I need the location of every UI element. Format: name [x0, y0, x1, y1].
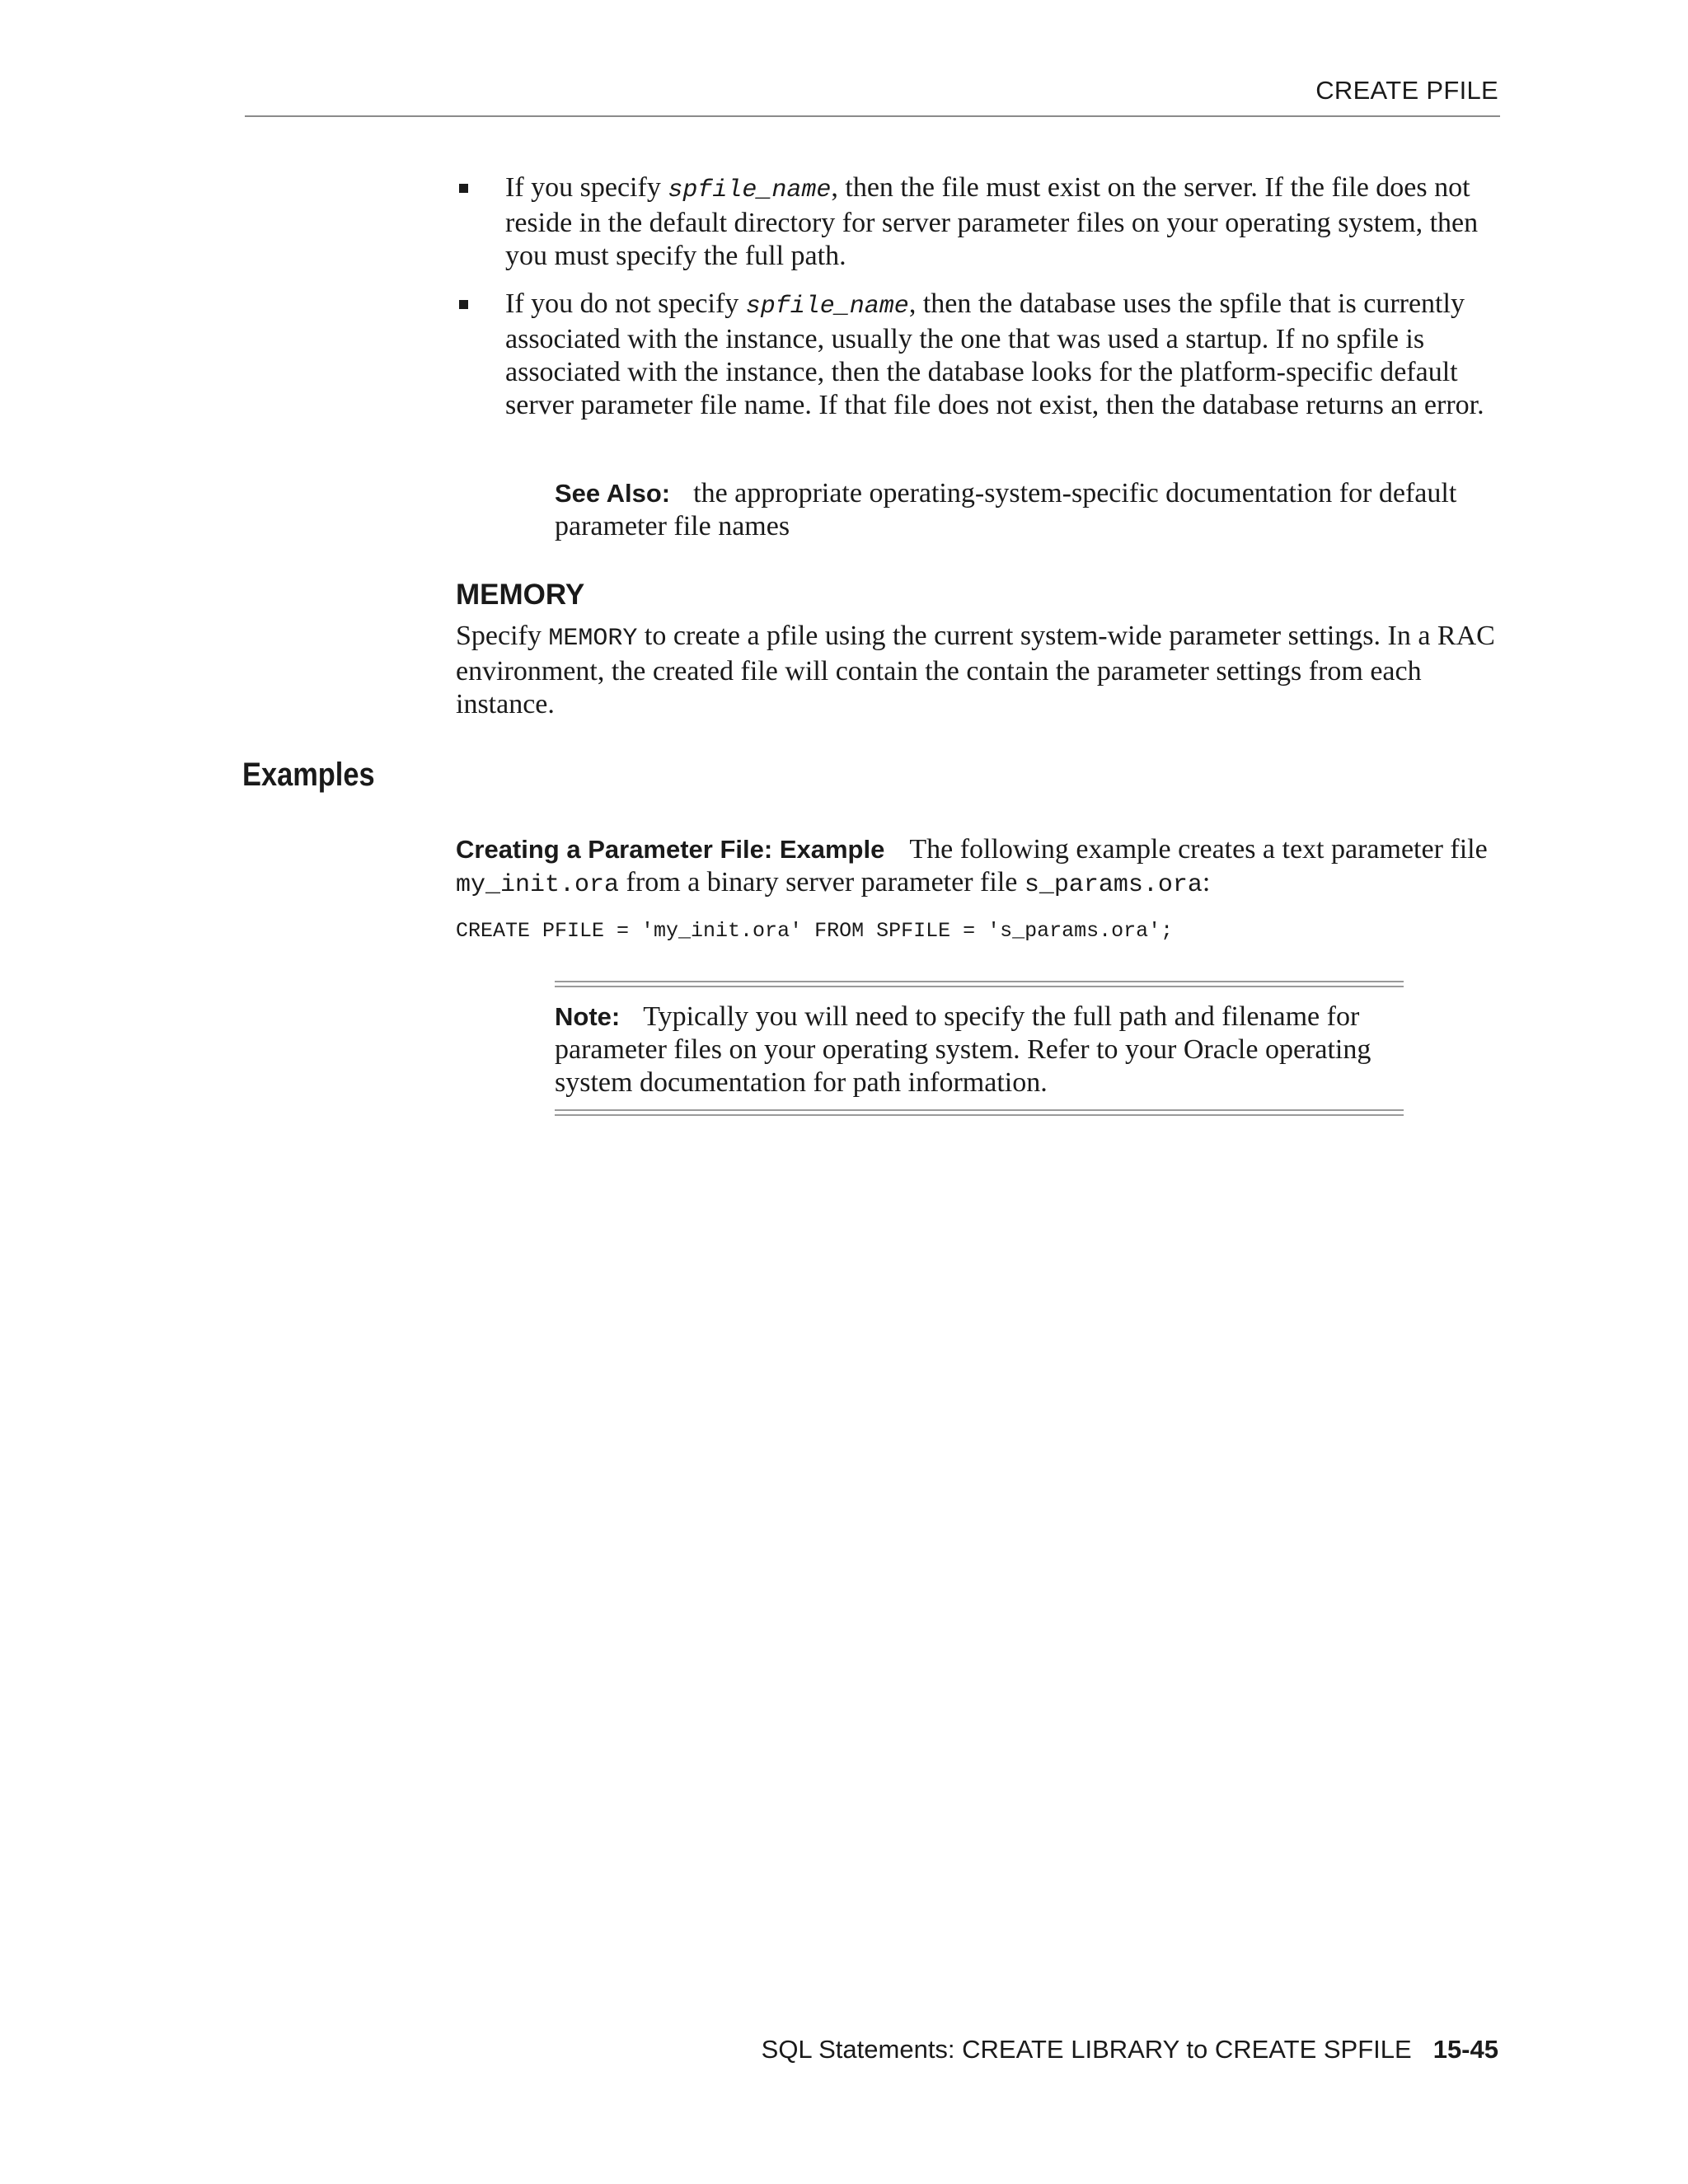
bullet-text-rest: , then the file must exist on the server. If the file does not reside in the default directory for server parameter files on your operating system, then you must specify the full path.: [505, 172, 1479, 271]
see-also-text: the appropriate operating-system-specific documentation for default parameter file names: [555, 478, 1457, 541]
square-bullet-icon: [459, 184, 468, 193]
bullet-list: [456, 171, 1500, 437]
bullet-text-start: If you do not specify: [505, 288, 746, 319]
note-box: [555, 981, 1404, 1116]
header-rule: [245, 115, 1500, 117]
note-text: Typically you will need to specify the full path and filename for parameter files on your operating system. Refer to your Oracle operating system documentation for path information.: [555, 1001, 1372, 1098]
example-paragraph: [456, 833, 1500, 902]
note-label: Note:: [555, 1002, 621, 1031]
inline-code: spfile_name: [668, 176, 832, 204]
example-text: from a binary server parameter file: [619, 867, 1025, 898]
list-item: [456, 288, 1500, 422]
bullet-text-start: If you specify: [505, 172, 668, 203]
see-also-label: See Also:: [555, 479, 671, 508]
note-bottom-rule: [555, 1109, 1404, 1116]
memory-text-start: Specify: [456, 621, 549, 651]
inline-code: my_init.ora: [456, 871, 620, 899]
example-label: Creating a Parameter File: Example: [456, 835, 885, 864]
note-body: [555, 987, 1404, 1109]
inline-code: MEMORY: [548, 625, 638, 653]
page-number: 15-45: [1432, 2035, 1498, 2064]
memory-heading: MEMORY: [456, 579, 585, 611]
example-text: The following example creates a text parameter file: [909, 834, 1488, 865]
code-block: CREATE PFILE = 'my_init.ora' FROM SPFILE = 's_params.ora';: [456, 919, 1174, 943]
note-top-rule: [555, 981, 1404, 987]
memory-text-rest: to create a pfile using the current system-wide parameter settings. In a RAC environment, the created file will contain the contain the parameter settings from each instance.: [456, 621, 1495, 719]
page-footer: [762, 2035, 1498, 2064]
inline-code: s_params.ora: [1024, 871, 1203, 899]
example-text: :: [1202, 867, 1211, 898]
see-also-note: [555, 477, 1461, 543]
bullet-text-rest: , then the database uses the spfile that is currently associated with the instance, usually the one that was used a startup. If no spfile is associated with the instance, then the database looks for the platform-specific default server parameter file name. If that file does not exist, then the database returns an error.: [505, 288, 1484, 420]
inline-code: spfile_name: [745, 293, 909, 321]
list-item: [456, 171, 1500, 273]
examples-heading: Examples: [242, 757, 375, 793]
running-header: CREATE PFILE: [1315, 76, 1498, 105]
square-bullet-icon: [459, 300, 468, 309]
memory-paragraph: [456, 620, 1500, 721]
footer-book-section: SQL Statements: CREATE LIBRARY to CREATE SPFILE: [761, 2035, 1412, 2064]
